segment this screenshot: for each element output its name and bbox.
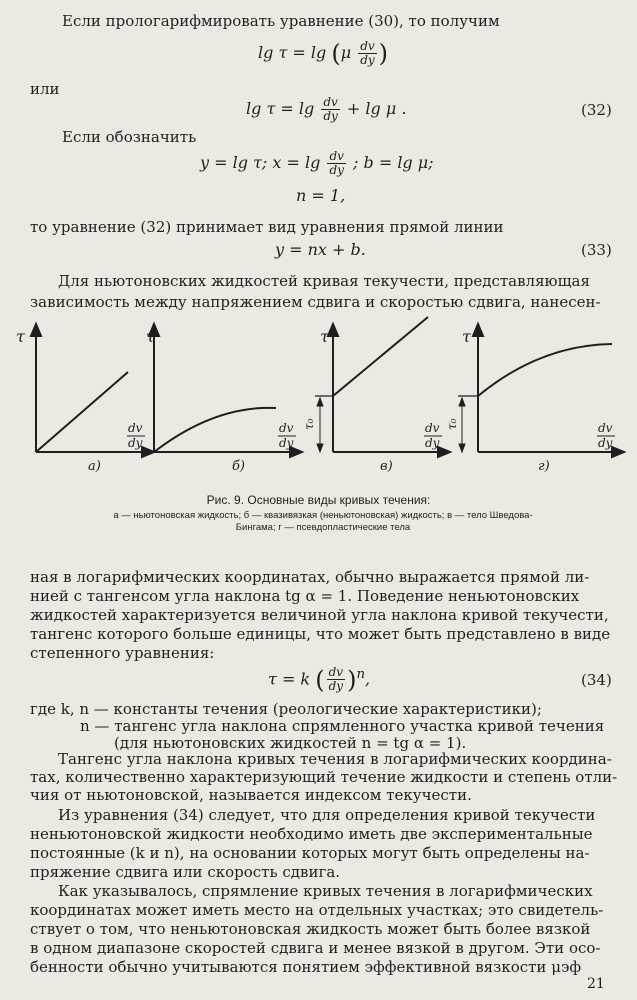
panel-d-y-label: τ (462, 327, 471, 346)
panel-d-x-num: dv (598, 421, 613, 435)
panel-b-label: б) (232, 459, 246, 474)
paragraph-5-line-5: степенного уравнения: (30, 644, 215, 662)
paragraph-6-line-3: чия от ньютоновской, называется индексом текучести. (30, 786, 472, 804)
paragraph-4-line-2: зависимость между напряжением сдвига и скоростью сдвига, нанесен- (30, 293, 601, 311)
paragraph-8-line-3: ствует о том, что неньютоновская жидкость может быть более вязкой (30, 920, 591, 938)
panel-a-curve (36, 372, 128, 452)
paragraph-5-line-1: ная в логарифмических координатах, обычно выражается прямой ли- (30, 568, 590, 586)
figure-caption-legend-2: Бингама; г — псевдопластические тела (235, 522, 411, 533)
where-line-1: где k, n — константы течения (реологические характеристики); (30, 700, 542, 718)
panel-d-x-den: dy (598, 436, 613, 450)
eq30-fraction: $\frac{dv}{dy}$ (360, 39, 375, 67)
panel-c-x-den: dy (425, 436, 440, 450)
paragraph-3: то уравнение (32) принимает вид уравнения прямой линии (30, 218, 504, 236)
equation-30-log: lg τ = lg (μ $\frac{dv}{dy}$ ) (258, 39, 389, 68)
panel-b-y-label: τ (146, 327, 155, 346)
paragraph-8-line-1: Как указывалось, спрямление кривых течения в логарифмических (58, 882, 593, 900)
panel-a-x-den: dy (128, 436, 143, 450)
eq32-fraction: $\frac{dv}{dy}$ (323, 95, 338, 123)
panel-b-x-num: dv (279, 421, 294, 435)
paragraph-8-line-4: в одном диапазоне скоростей сдвига и менее вязкой в другом. Эти осо- (30, 939, 601, 957)
panel-c-tau0: τ₀ (302, 418, 316, 430)
panel-c-y-label: τ (320, 327, 329, 346)
paragraph-5-line-3: жидкостей характеризуется величиной угла наклона кривой текучести, (30, 606, 609, 624)
panel-d-tau0: τ₀ (445, 418, 459, 430)
or-word: или (30, 80, 60, 98)
eq30-lhs: lg τ = lg (258, 43, 327, 62)
equation-33: y = nx + b. (275, 240, 366, 259)
paragraph-6-line-1: Тангенс угла наклона кривых течения в логарифмических координа- (58, 750, 612, 768)
paragraph-7-line-1: Из уравнения (34) следует, что для определения кривой текучести (58, 806, 596, 824)
paragraph-4-line-1: Для ньютоновских жидкостей кривая текучести, представляющая (58, 272, 590, 290)
equation-32: lg τ = lg $\frac{dv}{dy}$ + lg μ . (246, 95, 407, 123)
paragraph-8-line-5: бенности обычно учитываются понятием эффективной вязкости μэф (30, 958, 582, 976)
paragraph-7-line-3: постоянные (k и n), на основании которых могут быть определены на- (30, 844, 590, 862)
paragraph-8-line-2: координатах может иметь место на отдельных участках; это свидетель- (30, 901, 604, 919)
panel-a-label: а) (88, 459, 101, 474)
panel-c-curve (333, 317, 428, 396)
substitution-equation: y = lg τ; x = lg $\frac{dv}{dy}$ ; b = lg μ; (200, 149, 434, 177)
page-number: 21 (587, 976, 605, 992)
paragraph-1: Если прологарифмировать уравнение (30), то получим (62, 12, 500, 30)
paragraph-2: Если обозначить (62, 128, 197, 146)
panel-d-label: г) (538, 459, 550, 474)
paragraph-7-line-4: пряжение сдвига или скорость сдвига. (30, 863, 341, 881)
panel-b-x-den: dy (279, 436, 294, 450)
panel-d-curve (478, 344, 612, 396)
figure-caption-title: Рис. 9. Основные виды кривых течения: (206, 493, 431, 507)
panel-a-y-label: τ (16, 327, 25, 346)
eq30-mu: μ (340, 43, 352, 62)
paragraph-6-line-2: тах, количественно характеризующий течение жидкости и степень отли- (30, 768, 618, 786)
where-line-3: (для ньютоновских жидкостей n = tg α = 1). (114, 734, 467, 752)
panel-c-x-num: dv (425, 421, 440, 435)
n-equals-one: n = 1, (296, 186, 346, 205)
eq34-fraction: $\frac{dv}{dy}$ (328, 665, 344, 694)
panel-c-label: в) (380, 459, 393, 474)
equation-33-number: (33) (581, 241, 612, 259)
paragraph-7-line-2: неньютоновской жидкости необходимо иметь две экспериментальные (30, 825, 593, 843)
figure-caption-legend-1: а — ньютоновская жидкость; б — квазивязкая (неньютоновская) жидкость; в — тело Шведова- (113, 510, 533, 521)
equation-34-number: (34) (581, 671, 612, 689)
where-line-2: n — тангенс угла наклона спрямленного участка кривой течения (80, 717, 605, 735)
panel-a-x-num: dv (128, 421, 143, 435)
panel-b-curve (154, 408, 276, 452)
paragraph-5-line-4: тангенс которого больше единицы, что может быть представлено в виде (30, 625, 611, 643)
equation-32-number: (32) (581, 101, 612, 119)
equation-34: τ = k ( $\frac{dv}{dy}$ )$^n$, (268, 665, 371, 694)
paragraph-5-line-2: нией с тангенсом угла наклона tg α = 1. Поведение неньютоновских (30, 587, 580, 605)
subst-fraction: $\frac{dv}{dy}$ (329, 149, 344, 177)
